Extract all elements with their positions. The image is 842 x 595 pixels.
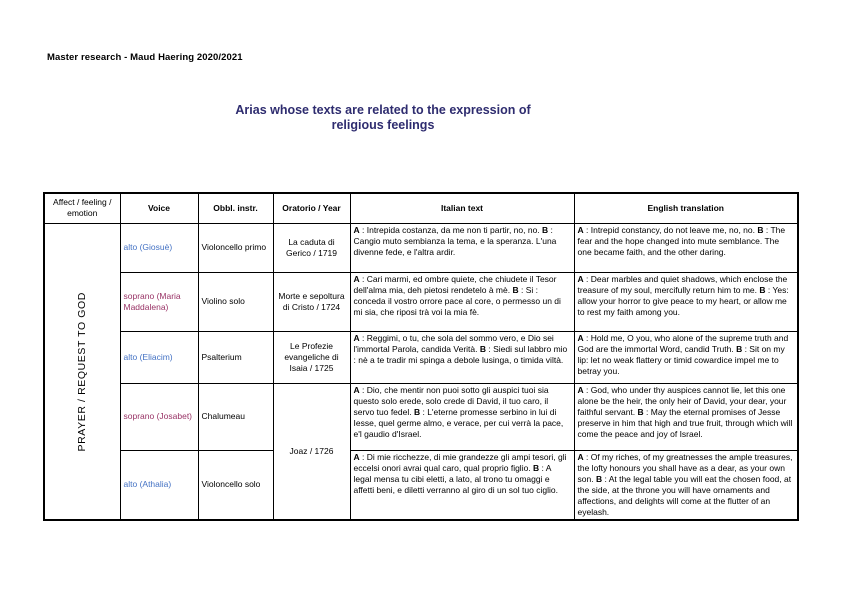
column-header-oratorio-year: Oratorio / Year xyxy=(273,193,350,223)
instrument-cell: Chalumeau xyxy=(198,383,273,450)
italian-b-text: : Cangio muto sembianza la tema, e la speranza. L'una divenne fede, e l'altra ardir. xyxy=(353,224,557,257)
table-row xyxy=(44,223,798,272)
section-b-label: B xyxy=(533,462,540,473)
arias-table xyxy=(43,192,799,521)
section-b-label: B xyxy=(736,343,743,354)
category-vertical-label: PRAYER / REQUEST TO GOD xyxy=(75,291,88,451)
section-b-label: B xyxy=(595,473,603,484)
english-translation-cell xyxy=(574,331,798,383)
section-b-label: B xyxy=(413,406,421,417)
italian-text-cell xyxy=(350,223,574,272)
instrument-cell: Violoncello solo xyxy=(198,450,273,520)
section-b-label: B xyxy=(542,224,549,235)
english-b-text: : Yes: allow your horror to give peace to my heart, or allow me to rest my faith among you. xyxy=(577,284,789,317)
oratorio-cell: Le Profezie evangeliche di Isaia / 1725 xyxy=(273,331,350,383)
voice-cell: alto (Giosuè) xyxy=(120,223,198,272)
english-a-text: : Intrepid constancy, do not leave me, no, no. xyxy=(583,224,758,235)
oratorio-cell: Morte e sepoltura di Cristo / 1724 xyxy=(273,272,350,331)
english-translation-cell xyxy=(574,272,798,331)
voice-cell: alto (Eliacim) xyxy=(120,331,198,383)
section-b-label: B xyxy=(479,343,486,354)
instrument-cell: Violino solo xyxy=(198,272,273,331)
oratorio-cell: La caduta di Gerico / 1719 xyxy=(273,223,350,272)
section-a-label: A xyxy=(577,224,584,235)
section-a-label: A xyxy=(577,384,584,395)
italian-text-cell xyxy=(350,383,574,450)
english-a-text: : God, who under thy auspices cannot lie, let this one alone be the heir, the only heir of David, your dear, your faithful servant. xyxy=(577,384,787,417)
table-row xyxy=(44,383,798,450)
section-b-label: B xyxy=(512,284,519,295)
english-a-text: : Of my riches, of my greatnesses the ample treasures, the lofty honours you shall have as a dear, as your own son. xyxy=(577,451,793,484)
english-b-text: : May the eternal promises of Jesse preserve in him that high and true fruit, through which will come the peace and joy of Israel. xyxy=(577,406,793,439)
voice-cell: soprano (Maria Maddalena) xyxy=(120,272,198,331)
english-b-text: : At the legal table you will eat the chosen food, at the side, at the throne you will have ornaments and affections, and delights will come at the flutter of an eyelash. xyxy=(577,473,792,517)
italian-a-text: : Intrepida costanza, da me non ti partir, no, no. xyxy=(359,224,543,235)
instrument-cell: Psalterium xyxy=(198,331,273,383)
italian-a-text: : Reggimi, o tu, che sola del sommo vero, e Dio sei l'immortal Parola, candida Verità. xyxy=(353,332,554,354)
oratorio-cell: Joaz / 1726 xyxy=(273,383,350,520)
column-header-italian-text: Italian text xyxy=(350,193,574,223)
english-a-text: : Hold me, O you, who alone of the supreme truth and God are the immortal Word, candid Truth. xyxy=(577,332,789,354)
section-a-label: A xyxy=(353,451,360,462)
italian-a-text: : Cari marmi, ed ombre quiete, che chiudete il Tesor dell'alma mia, deh pietosi rendetelo à mè. xyxy=(353,273,557,295)
instrument-cell: Violoncello primo xyxy=(198,223,273,272)
italian-b-text: : Siedi sul labbro mio : nè a te tradir mi spinga a debole lusinga, o timida viltà. xyxy=(353,343,568,365)
section-b-label: B xyxy=(637,406,644,417)
italian-text-cell xyxy=(350,272,574,331)
doc-header: Master research - Maud Haering 2020/2021 xyxy=(47,52,243,63)
italian-b-text: : L'eterne promesse serbino in lui di Iesse, quel germe almo, e verace, per cui verrà la pace, e'l gaudio d'Israel. xyxy=(353,406,564,439)
table-row xyxy=(44,331,798,383)
english-b-text: : The fear and the hope changed into mute semblance. The one became faith, and the other daring. xyxy=(577,224,786,257)
section-a-label: A xyxy=(353,384,360,395)
column-header-affect: Affect / feeling / emotion xyxy=(44,193,120,223)
table-row xyxy=(44,450,798,520)
section-a-label: A xyxy=(577,332,584,343)
english-b-text: : Sit on my lip: let no weak flattery or timid cowardice impel me to betray you. xyxy=(577,343,785,376)
column-header-english-translation: English translation xyxy=(574,193,798,223)
english-translation-cell xyxy=(574,450,798,520)
section-a-label: A xyxy=(353,332,360,343)
affect-category-cell xyxy=(44,223,120,520)
voice-cell: soprano (Josabet) xyxy=(120,383,198,450)
italian-a-text: : Dio, che mentir non puoi sotto gli auspici tuoi sia questo solo erede, solo crede di David, il tuo caro, il servo tuo fedel. xyxy=(353,384,549,417)
section-a-label: A xyxy=(353,273,360,284)
section-a-label: A xyxy=(577,273,584,284)
column-header-obbl-instr: Obbl. instr. xyxy=(198,193,273,223)
italian-text-cell xyxy=(350,450,574,520)
english-a-text: : Dear marbles and quiet shadows, which enclose the treasure of my soul, mercifully return him to me. xyxy=(577,273,788,295)
section-a-label: A xyxy=(353,224,360,235)
english-translation-cell xyxy=(574,383,798,450)
italian-b-text: : Si : conceda il vostro orrore pace al core, o permesso un di mi sia, che riposi trà voi la mia fè. xyxy=(353,284,561,317)
italian-a-text: : Di mie ricchezze, di mie grandezze gli ampi tesori, gli eccelsi onori avrai qual caro, qual proprio figlio. xyxy=(353,451,567,473)
italian-b-text: : A legal mensa tu cibi eletti, a lato, al trono tu omaggi e affetti beni, e diletti verranno al giro di un sol tuo ciglio. xyxy=(353,462,558,495)
section-a-label: A xyxy=(577,451,584,462)
english-translation-cell xyxy=(574,223,798,272)
section-b-label: B xyxy=(759,284,766,295)
header-row xyxy=(44,193,798,223)
column-header-voice: Voice xyxy=(120,193,198,223)
page-title xyxy=(43,103,723,133)
section-b-label: B xyxy=(757,224,764,235)
italian-text-cell xyxy=(350,331,574,383)
page-title-line-2: religious feelings xyxy=(331,118,435,132)
voice-cell: alto (Athalia) xyxy=(120,450,198,520)
page-title-line-1: Arias whose texts are related to the expression of xyxy=(235,103,531,117)
table-row xyxy=(44,272,798,331)
